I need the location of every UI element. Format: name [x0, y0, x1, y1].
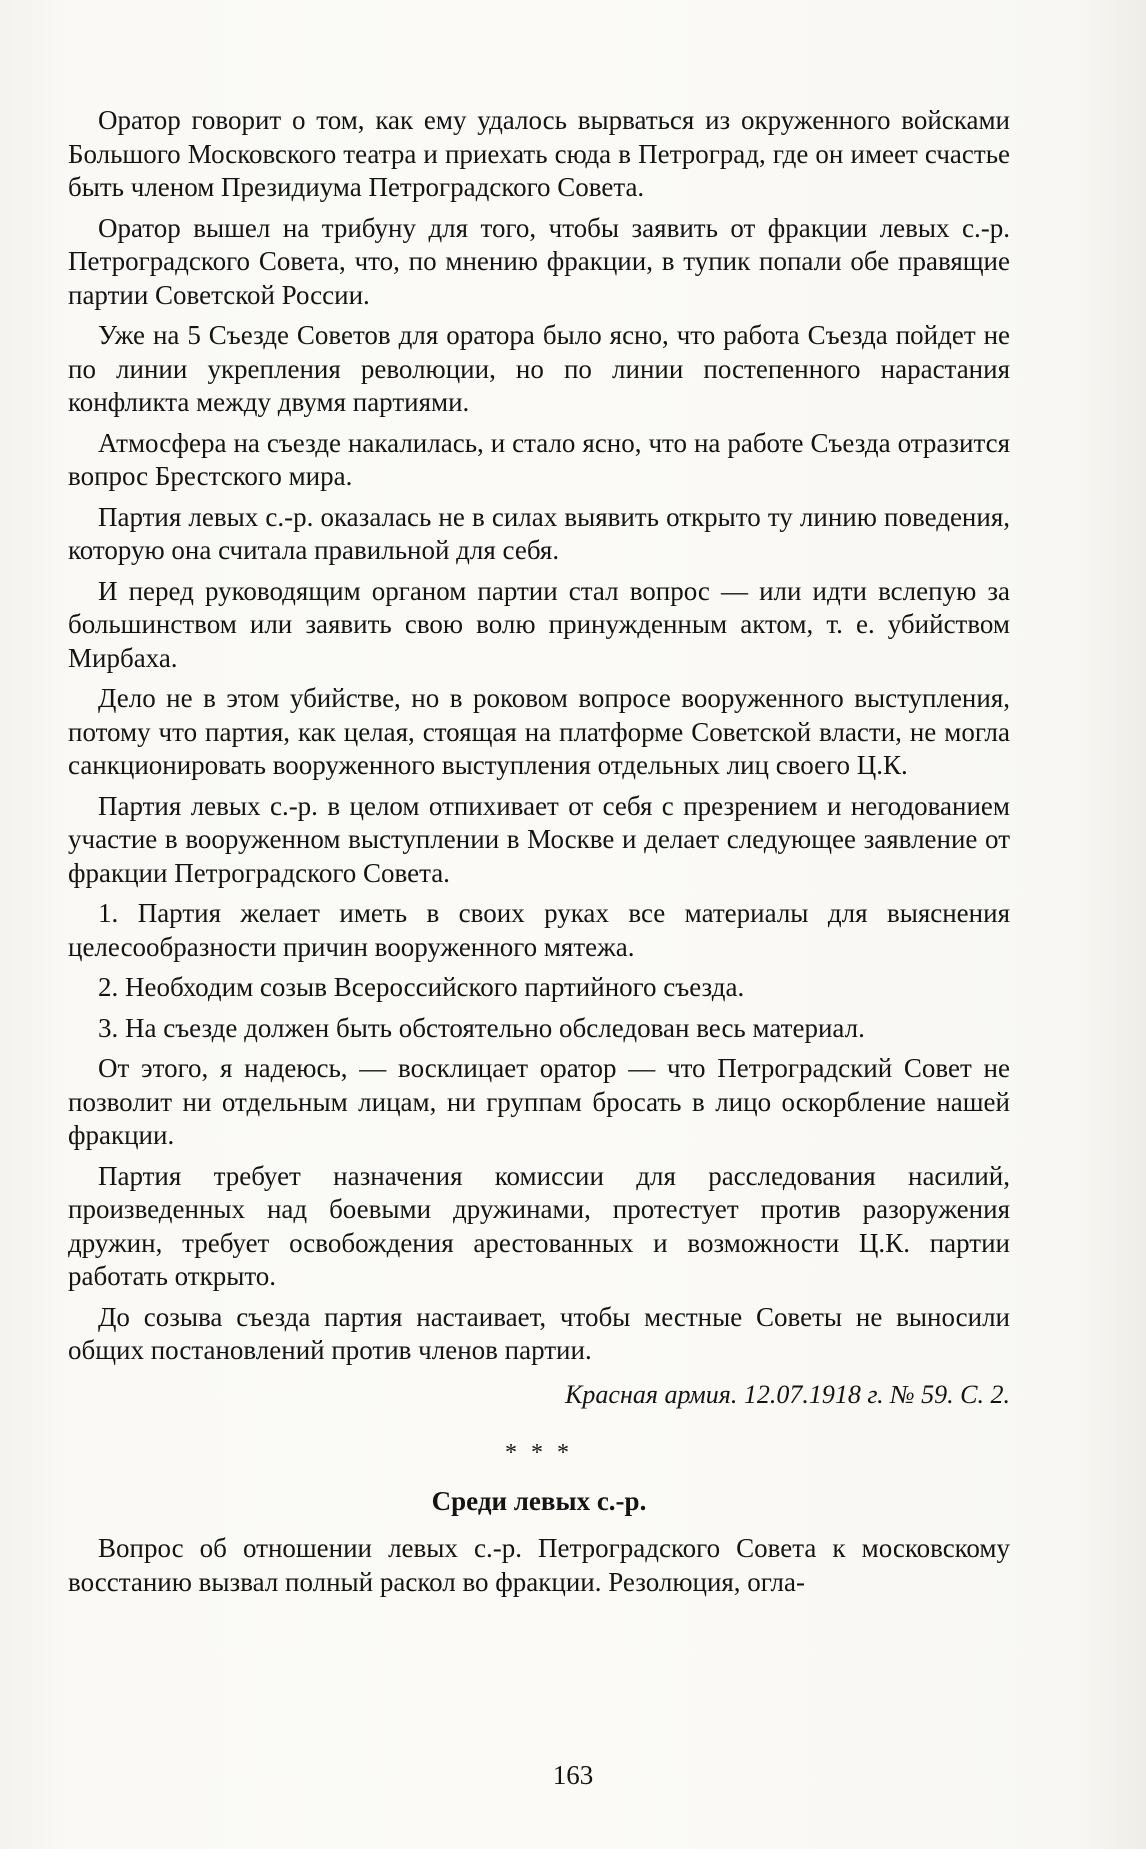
paragraph: Дело не в этом убийстве, но в роковом вопросе вооруженного выступления, потому что партия, как целая, стоящая на платформе Советской власти, не могла санкционировать вооруженного выступления отдельных лиц своего Ц.К.	[68, 683, 1010, 780]
paragraph: От этого, я надеюсь, — восклицает оратор — что Петроградский Совет не позволит ни отдельным лицам, ни группам бросать в лицо оскорбление нашей фракции.	[68, 1053, 1010, 1150]
section-title: Среди левых с.-р.	[431, 1485, 647, 1516]
paragraph: Партия левых с.-р. оказалась не в силах выявить открыто ту линию поведения, которую она считала правильной для себя.	[68, 501, 1010, 565]
page-number: 163	[552, 1760, 594, 1790]
source-citation: Красная армия. 12.07.1918 г. № 59. С. 2.	[565, 1379, 1010, 1409]
paragraph: Оратор говорит о том, как ему удалось вырваться из окруженного войсками Большого Московского театра и приехать сюда в Петроград, где он имеет счастье быть членом Президиума Петроградского Совета.	[68, 105, 1010, 202]
paragraph: Партия левых с.-р. в целом отпихивает от себя с презрением и негодованием участие в вооруженном выступлении в Москве и делает следующее заявление от фракции Петроградского Совета.	[68, 790, 1010, 888]
list-item: 3. На съезде должен быть обстоятельно обследован весь материал.	[98, 1012, 865, 1043]
paragraph: До созыва съезда партия настаивает, чтобы местные Советы не выносили общих постановлений против членов партии.	[68, 1301, 1010, 1365]
paragraph: Партия требует назначения комиссии для расследования насилий, произведенных над боевыми дружинами, протестует против разоружения дружин, требует освобождения арестованных и возможности Ц.К. партии работать открыто.	[68, 1160, 1010, 1291]
main-text	[68, 104, 1010, 1606]
paragraph: Уже на 5 Съезде Советов для оратора было ясно, что работа Съезда пойдет не по линии укрепления революции, но по линии постепенного нарастания конфликта между двумя партиями.	[68, 320, 1010, 417]
paragraph: Вопрос об отношении левых с.-р. Петроградского Совета к московскому восстанию вызвал полный раскол во фракции. Резолюция, огла-	[68, 1533, 1010, 1597]
list-item: 2. Необходим созыв Всероссийского партийного съезда.	[98, 972, 745, 1002]
paragraph: И перед руководящим органом партии стал вопрос — или идти вслепую за большинством или заявить свою волю принужденным актом, т. е. убийством Мирбаха.	[68, 575, 1010, 673]
list-item: 1. Партия желает иметь в своих руках все материалы для выяснения целесообразности причин вооруженного мятежа.	[68, 898, 1010, 962]
section-separator: * * *	[505, 1440, 573, 1466]
paragraph: Оратор вышел на трибуну для того, чтобы заявить от фракции левых с.-р. Петроградского Совета, что, по мнению фракции, в тупик попали обе правящие партии Советской России.	[68, 212, 1010, 310]
paragraph: Атмосфера на съезде накалилась, и стало ясно, что на работе Съезда отразится вопрос Брестского мира.	[68, 427, 1010, 491]
